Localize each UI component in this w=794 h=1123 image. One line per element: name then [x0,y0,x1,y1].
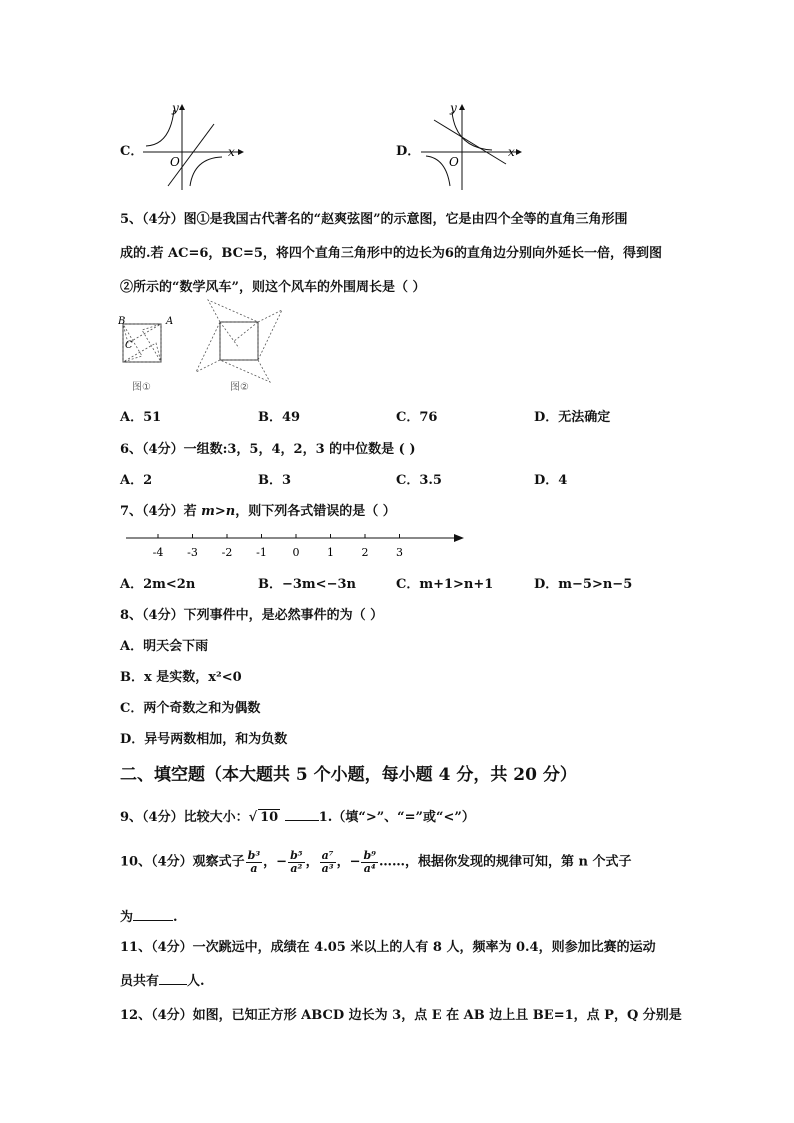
q7-text [120,500,396,519]
q10-fraction-2: $\frac{\text{b⁵}}{\text{a²}}$ [290,849,303,875]
option-d-origin: O [449,155,459,169]
q8-text: 8、（4分）下列事件中，是必然事件的为（ ） [120,608,384,623]
q7-suffix: ，则下列各式错误的是（ ） [235,504,396,519]
option-c-x-label: x [228,145,235,159]
option-c-label: C． [120,144,144,159]
q6-option-d: D．4 [534,473,568,488]
section-2-title: 二、填空题（本大题共 5 个小题，每小题 4 分，共 20 分） [120,765,577,785]
q9-mid: 1.（填“>”、“=”或“<”） [318,810,475,825]
q5-option-a: A．51 [120,410,162,425]
number-line-tick-label: 2 [361,546,369,559]
q5-line-3: ②所示的“数学风车”，则这个风车的外围周长是（ ） [120,280,426,295]
q5-fig2-caption: 图② [230,382,249,393]
q11-line-1: 11、（4分）一次跳远中，成绩在 4.05 米以上的人有 8 人，频率为 0.4，则参加比赛的运动 [120,940,656,955]
q7-option-a: A．2m<2n [120,577,196,592]
q5-fig1-label-a: A [166,316,174,327]
q6-text: 6、（4分）一组数:3，5，4，2，3 的中位数是 ( ) [120,442,416,457]
number-line-tick-label: -2 [221,546,233,559]
q10-answer-blank[interactable] [133,920,173,921]
q5-fig1-caption: 图① [132,382,151,393]
q7-prefix: 7、（4分）若 [120,504,202,519]
q5-option-b: B．49 [258,410,301,425]
q10-suffix: ，根据你发现的规律可知，第 n 个式子 [405,854,632,870]
number-line-tick-label: -1 [256,546,267,559]
q11-line-2: 员共有 人. [120,974,205,989]
q11-answer-blank[interactable] [159,984,187,985]
q8-option-c: C．两个奇数之和为偶数 [120,701,261,716]
q7-option-b: B．−3m<−3n [258,577,356,592]
q9-answer-blank[interactable] [285,820,319,821]
q10-line-2: 为 . [120,910,178,925]
q10-text: 10、（4分）观察式子 $\frac{\text{b³}}{a}$ ，− $\frac{\text{b⁵}}{\text{a²}}$ ， $\frac{\text{a⁷}}{\text{a³}}$ ，− $\frac{\text{b⁹}}{\text{a⁴}}$ ……，根据你发现的规律可知，第 n 个式子 [120,849,632,875]
q9-prefix: 9、（4分）比较大小： [120,810,249,825]
q9-text: 9、（4分）比较大小：√ 10 1.（填“>”、“=”或“<”） [120,810,475,825]
q5-option-c: C．76 [396,410,438,425]
q5-line-1: 5、（4分）图①是我国古代著名的“赵爽弦图”的示意图，它是由四个全等的直角三角形围 [120,212,628,227]
q9-radicand: 10 [260,810,279,825]
q8-option-d: D．异号两数相加，和为负数 [120,732,288,747]
q10-fraction-4: $\frac{\text{b⁹}}{\text{a⁴}}$ [363,849,376,875]
q6-option-c: C．3.5 [396,473,442,488]
q8-option-b: B．x 是实数，x²<0 [120,670,242,685]
q7-option-c: C．m+1>n+1 [396,577,494,592]
q6-option-b: B．3 [258,473,292,488]
q5-option-d: D．无法确定 [534,410,611,425]
option-c-y-label: y [172,101,179,115]
q7-condition: m>n [201,504,236,519]
q8-option-a: A．明天会下雨 [120,639,209,654]
q5-fig1-label-c: C [125,340,133,351]
option-d-graph [416,100,526,192]
number-line-tick-label: 0 [292,546,300,559]
option-d-y-label: y [450,101,457,115]
option-d-label: D． [396,144,421,159]
q12-line-1: 12、（4分）如图，已知正方形 ABCD 边长为 3，点 E 在 AB 边上且 BE=1，点 P，Q 分别是 [120,1008,682,1023]
q5-line-2: 成的.若 AC=6，BC=5，将四个直角三角形中的边长为6的直角边分别向外延长一倍，得到图 [120,246,662,261]
option-c-graph [138,100,248,192]
q5-figures [118,298,288,398]
q7-option-d: D．m−5>n−5 [534,577,633,592]
q10-fraction-3: $\frac{\text{a⁷}}{\text{a³}}$ [321,849,334,875]
q7-number-line [120,528,470,562]
number-line-tick-label: 1 [327,546,334,559]
option-d-x-label: x [508,145,515,159]
q10-prefix: 10、（4分）观察式子 [120,854,245,870]
number-line-tick-label: -3 [187,546,198,559]
option-c-origin: O [170,155,180,169]
q6-option-a: A．2 [120,473,153,488]
q10-fraction-1: $\frac{\text{b³}}{a}$ [247,849,261,875]
number-line-tick-label: -4 [152,546,164,559]
number-line-tick-label: 3 [396,546,403,559]
q5-fig1-label-b: B [118,316,126,327]
